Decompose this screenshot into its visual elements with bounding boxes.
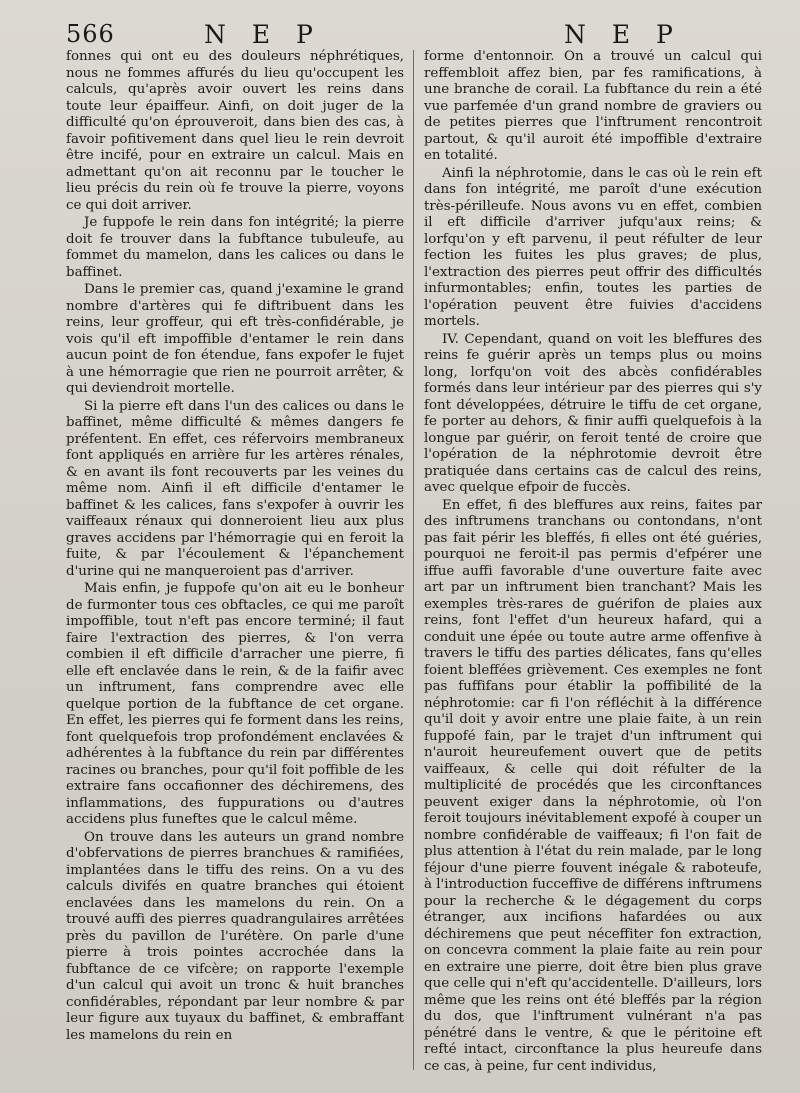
paragraph: fonnes qui ont eu des douleurs néphrétiques, nous ne fommes affurés du lieu qu'occupent les calculs, qu'après avoir ouvert les reins dans toute leur épaiffeur. Ainfi, on doit juger de la difficulté qu'on éprouveroit, dans bien des cas, à favoir pofitivement dans quel lieu le rein devroit être incifé, pour en extraire un calcul. Mais en admettant qu'on ait reconnu par le toucher le lieu précis du rein où fe trouve la pierre, voyons ce qui doit arriver. [66, 49, 404, 213]
paragraph: forme d'entonnoir. On a trouvé un calcul qui reffembloit affez bien, par fes ramifications, à une branche de corail. La fubftance du rein a été vue parfemée d'un grand nombre de graviers ou de petites pierres que l'inftrument rencontroit partout, & qu'il auroit été impoffible d'extraire en totalité. [424, 49, 762, 163]
paragraph: Dans le premier cas, quand j'examine le grand nombre d'artères qui fe diftribuent dans les reins, leur groffeur, qui eft très-confidérable, je vois qu'il eft impoffible d'entamer le rein dans aucun point de fon étendue, fans expofer le fujet à une hémorragie que rien ne pourroit arrêter, & qui deviendroit mortelle. [66, 282, 404, 396]
running-head-right: N E P [564, 20, 682, 49]
paragraph: Je fuppofe le rein dans fon intégrité; la pierre doit fe trouver dans la fubftance tubuleufe, au fommet du mamelon, dans les calices ou dans le baffinet. [66, 215, 404, 280]
page-number: 566 [66, 20, 115, 48]
paragraph: On trouve dans les auteurs un grand nombre d'obfervations de pierres branchues & ramifiées, implantées dans le tiffu des reins. On a vu des calculs divifés en quatre branches qui étoient enclavées dans les mamelons du rein. On a trouvé auffi des pierres quadrangulaires arrêtées près du pavillon de l'urétère. On parle d'une pierre à trois pointes accrochée dans la fubftance de ce vifcère; on rapporte l'exemple d'un calcul qui avoit un tronc & huit branches confidérables, répondant par leur nombre & par leur figure aux tuyaux du baffinet, & embraffant les mamelons du rein en [66, 829, 404, 1043]
left-column [66, 49, 404, 1044]
paragraph: IV. Cependant, quand on voit les bleffures des reins fe guérir après un temps plus ou moins long, lorfqu'on voit des abcès confidérables formés dans leur intérieur par des pierres qui s'y font développées, détruire le tiffu de cet organe, fe porter au dehors, & finir auffi quelquefois à la longue par guérir, on feroit tenté de croire que l'opération de la néphrotomie devroit être pratiquée dans certains cas de calcul des reins, avec quelque efpoir de fuccès. [424, 331, 762, 495]
paragraph: Ainfi la néphrotomie, dans le cas où le rein eft dans fon intégrité, me paroît d'une exécution très-périlleufe. Nous avons vu en effet, combien il eft difficile d'arriver jufqu'aux reins; & lorfqu'on y eft parvenu, il peut réfulter de leur fection les fuites les plus graves; de plus, l'extraction des pierres peut offrir des difficultés infurmontables; enfin, toutes les parties de l'opération peuvent être fuivies d'accidens mortels. [424, 165, 762, 329]
paragraph: Mais enfin, je fuppofe qu'on ait eu le bonheur de furmonter tous ces obftacles, ce qui me paroît impoffible, tout n'eft pas encore terminé; il faut faire l'extraction des pierres, & l'on verra combien il eft difficile d'arracher une pierre, fi elle eft enclavée dans le rein, & de la faifir avec un inftrument, fans comprendre avec elle quelque portion de la fubftance de cet organe. En effet, les pierres qui fe forment dans les reins, font quelquefois trop profondément enclavées & adhérentes à la fubftance du rein par différentes racines ou branches, pour qu'il foit poffible de les extraire fans occafionner des déchiremens, des inflammations, des fuppurations ou d'autres accidens plus funeftes que le calcul même. [66, 581, 404, 827]
paragraph: Si la pierre eft dans l'un des calices ou dans le baffinet, même difficulté & mêmes dangers fe préfentent. En effet, ces réfervoirs membraneux font appliqués en arrière fur les artères rénales, & en avant ils font recouverts par les veines du même nom. Ainfi il eft difficile d'entamer le baffinet & les calices, fans s'expofer à ouvrir les vaiffeaux rénaux qui donneroient lieu aux plus graves accidens par l'hémorragie qui en feroit la fuite, & par l'écoulement & l'épanchement d'urine qui ne manqueroient pas d'arriver. [66, 398, 404, 579]
column-divider [413, 50, 414, 1070]
right-column [424, 49, 762, 1075]
paragraph: En effet, fi des bleffures aux reins, faites par des inftrumens tranchans ou contondans, n'ont pas fait périr les bleffés, fi elles ont été guéries, pourquoi ne feroit-il pas permis d'efpérer une iffue auffi favorable d'une ouverture faite avec art par un inftrument bien tranchant? Mais les exemples très-rares de guérifon de plaies aux reins, font l'effet d'un heureux hafard, qui a conduit une épée ou toute autre arme offenfive à travers le tiffu des parties délicates, fans qu'elles foient bleffées grièvement. Ces exemples ne font pas fuffifans pour établir la poffibilité de la néphrotomie: car fi l'on réfléchit à la différence qu'il doit y avoir entre une plaie faite, à un rein fuppofé fain, par le trajet d'un inftrument qui n'auroit heureufement ouvert que de petits vaiffeaux, & celle qui doit réfulter de la multiplicité de procédés que les circonftances peuvent exiger dans la néphrotomie, où l'on feroit toujours inévitablement expofé à couper un nombre confidérable de vaiffeaux; fi l'on fait de plus attention à l'état du rein malade, par le long féjour d'une pierre fouvent inégale & raboteufe, à l'introduction fucceffive de différens inftrumens pour la recherche & le dégagement du corps étranger, aux incifions hafardées ou aux déchiremens que peut néceffiter fon extraction, on concevra comment la plaie faite au rein pour en extraire une pierre, doit être bien plus grave que celle qui n'eft qu'accidentelle. D'ailleurs, lors même que les reins ont été bleffés par la région du dos, que l'inftrument vulnérant n'a pas pénétré dans le ventre, & que le péritoine eft refté intact, circonftance la plus heureufe dans ce cas, à peine, fur cent individus, [424, 497, 762, 1074]
running-head-left: N E P [204, 20, 322, 49]
